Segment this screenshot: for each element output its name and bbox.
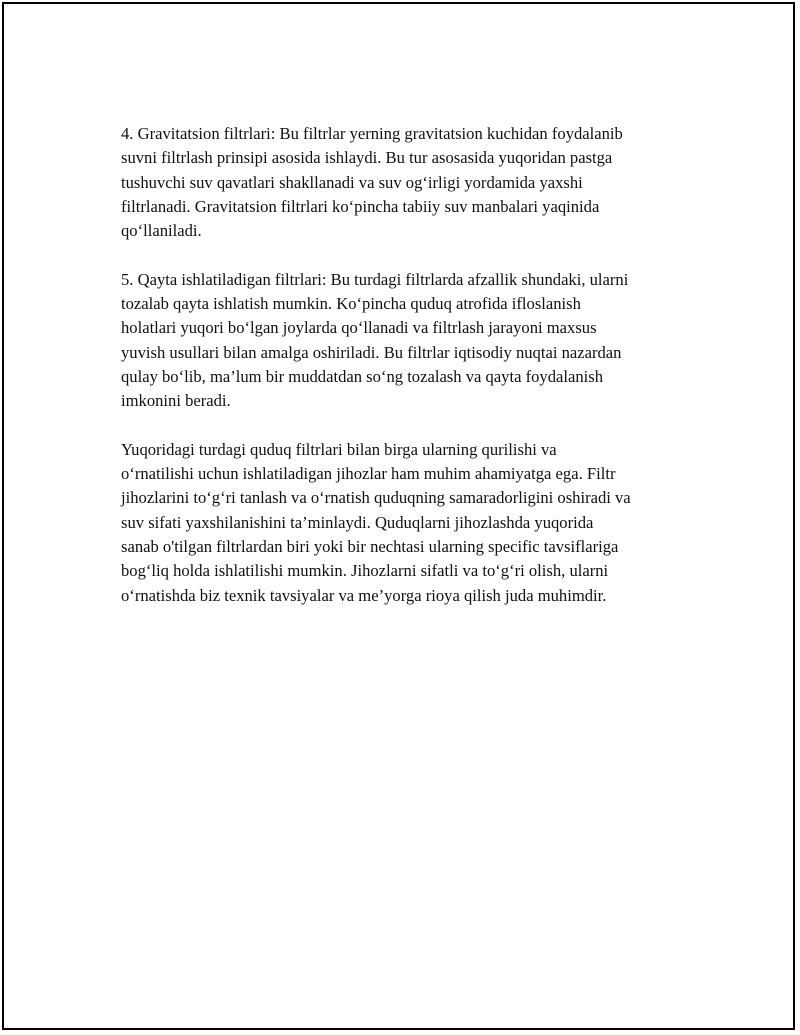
text-line: yuvish usullari bilan amalga oshiriladi. Bu filtrlar iqtisodiy nuqtai nazardan xyxy=(121,342,622,362)
text-line: bog‘liq holda ishlatilishi mumkin. Jihozlarni sifatli va to‘g‘ri olish, ularni xyxy=(121,561,609,581)
text-line: filtrlanadi. Gravitatsion filtrlari ko‘pincha tabiiy suv manbalari yaqinida xyxy=(121,196,600,216)
document-page xyxy=(2,2,795,1030)
text-line: sanab o'tilgan filtrlardan biri yoki bir nechtasi ularning specific tavsiflariga xyxy=(121,537,619,557)
text-line: Yuqoridagi turdagi quduq filtrlari bilan birga ularning qurilishi va xyxy=(121,439,557,459)
document-body xyxy=(121,122,691,632)
text-line: tushuvchi suv qavatlari shakllanadi va suv og‘irligi yordamida yaxshi xyxy=(121,172,583,192)
text-line: imkonini beradi. xyxy=(121,391,231,411)
text-line: o‘rnatilishi uchun ishlatiladigan jihozlar ham muhim ahamiyatga ega. Filtr xyxy=(121,464,616,484)
text-line: qo‘llaniladi. xyxy=(121,221,202,241)
text-line: holatlari yuqori bo‘lgan joylarda qo‘llanadi va filtrlash jarayoni maxsus xyxy=(121,318,597,338)
text-line: suvni filtrlash prinsipi asosida ishlaydi. Bu tur asosasida yuqoridan pastga xyxy=(121,148,613,168)
text-line: tozalab qayta ishlatish mumkin. Ko‘pincha quduq atrofida ifloslanish xyxy=(121,294,581,314)
paragraph-gravitational-filters xyxy=(121,122,691,243)
paragraph-reusable-filters xyxy=(121,268,691,414)
text-line: suv sifati yaxshilanishini ta’minlaydi. Quduqlarni jihozlashda yuqorida xyxy=(121,512,594,532)
text-line: qulay bo‘lib, ma’lum bir muddatdan so‘ng tozalash va qayta foydalanish xyxy=(121,366,604,386)
text-line: jihozlarini to‘g‘ri tanlash va o‘rnatish quduqning samaradorligini oshiradi va xyxy=(121,488,631,508)
text-line: o‘rnatishda biz texnik tavsiyalar va me’yorga rioya qilish juda muhimdir. xyxy=(121,585,607,605)
text-line: 5. Qayta ishlatiladigan filtrlari: Bu turdagi filtrlarda afzallik shundaki, ularni xyxy=(121,269,629,289)
paragraph-installation-equipment xyxy=(121,438,691,608)
text-line: 4. Gravitatsion filtrlari: Bu filtrlar yerning gravitatsion kuchidan foydalanib xyxy=(121,124,623,143)
